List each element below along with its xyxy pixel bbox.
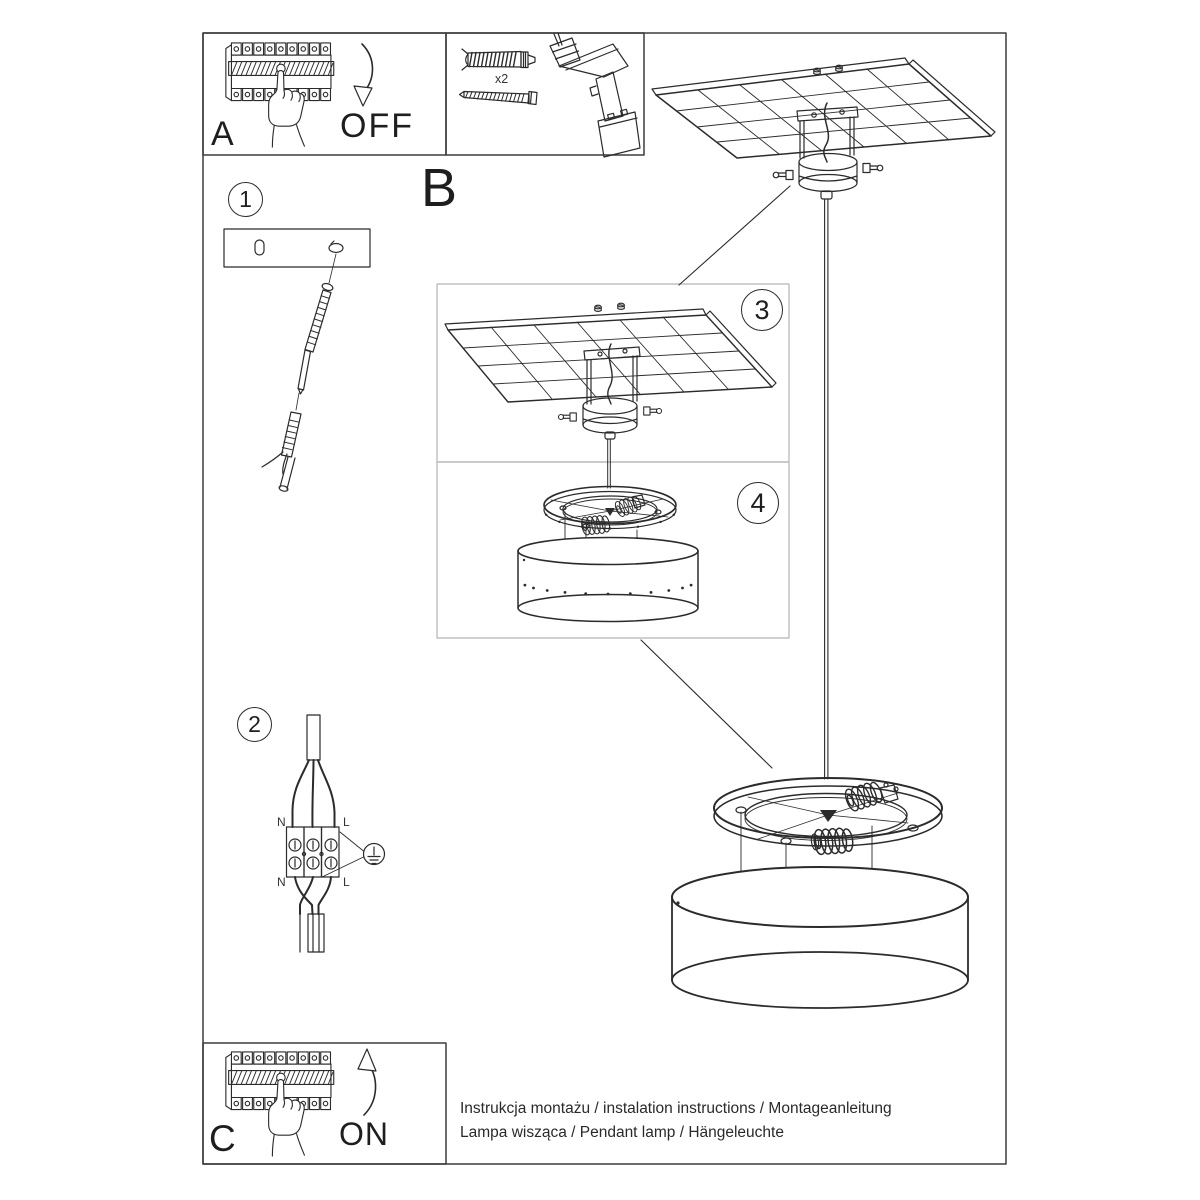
step3-cord — [608, 439, 611, 488]
screw-anchor-icon — [262, 254, 336, 492]
section-b-label: B — [421, 158, 458, 218]
step-3-badge: 3 — [741, 289, 783, 331]
arrow-up-icon — [358, 1049, 376, 1115]
wall-plug-icon — [462, 49, 535, 70]
inset-step-boxes — [437, 284, 789, 638]
screw-icon — [460, 92, 538, 105]
cable-sheath — [307, 715, 320, 760]
quantity-label: x2 — [495, 72, 509, 86]
drum-shade-icon — [672, 867, 968, 1008]
mounting-bracket-icon — [224, 229, 370, 267]
panel-a-label: A — [211, 115, 234, 153]
step4-drum-shade-icon — [518, 538, 698, 622]
ceiling-panel-icon — [652, 58, 995, 158]
wire-label-l-top: L — [343, 815, 350, 829]
step-4-badge: 4 — [737, 482, 779, 524]
step-1-badge: 1 — [228, 182, 263, 217]
leader-lines — [641, 186, 790, 768]
wire-label-n-bottom: N — [277, 875, 286, 889]
on-label: ON — [339, 1116, 389, 1152]
step-2-badge: 2 — [237, 707, 272, 742]
lamp-ring-icon — [714, 778, 942, 871]
terminal-block-icon — [287, 715, 340, 952]
arrow-down-icon — [354, 44, 373, 106]
off-label: OFF — [340, 107, 414, 145]
panel-c-label: C — [209, 1118, 236, 1159]
step3-canopy-icon — [558, 344, 661, 439]
panel-c-box — [203, 1043, 446, 1164]
footer-line-1: Instrukcja montażu / instalation instructions / Montageanleitung — [460, 1100, 892, 1117]
footer-caption — [460, 1097, 892, 1145]
step4-lamp-ring-icon — [544, 487, 676, 540]
step3-ceiling-panel-icon — [445, 303, 776, 402]
drill-icon — [550, 33, 640, 157]
wire-label-n-top: N — [277, 815, 286, 829]
sheet-border — [203, 33, 1006, 1164]
footer-line-2: Lampa wisząca / Pendant lamp / Hängeleuchte — [460, 1124, 784, 1141]
wire-label-l-bottom: L — [343, 875, 350, 889]
pendant-cord — [825, 199, 828, 779]
